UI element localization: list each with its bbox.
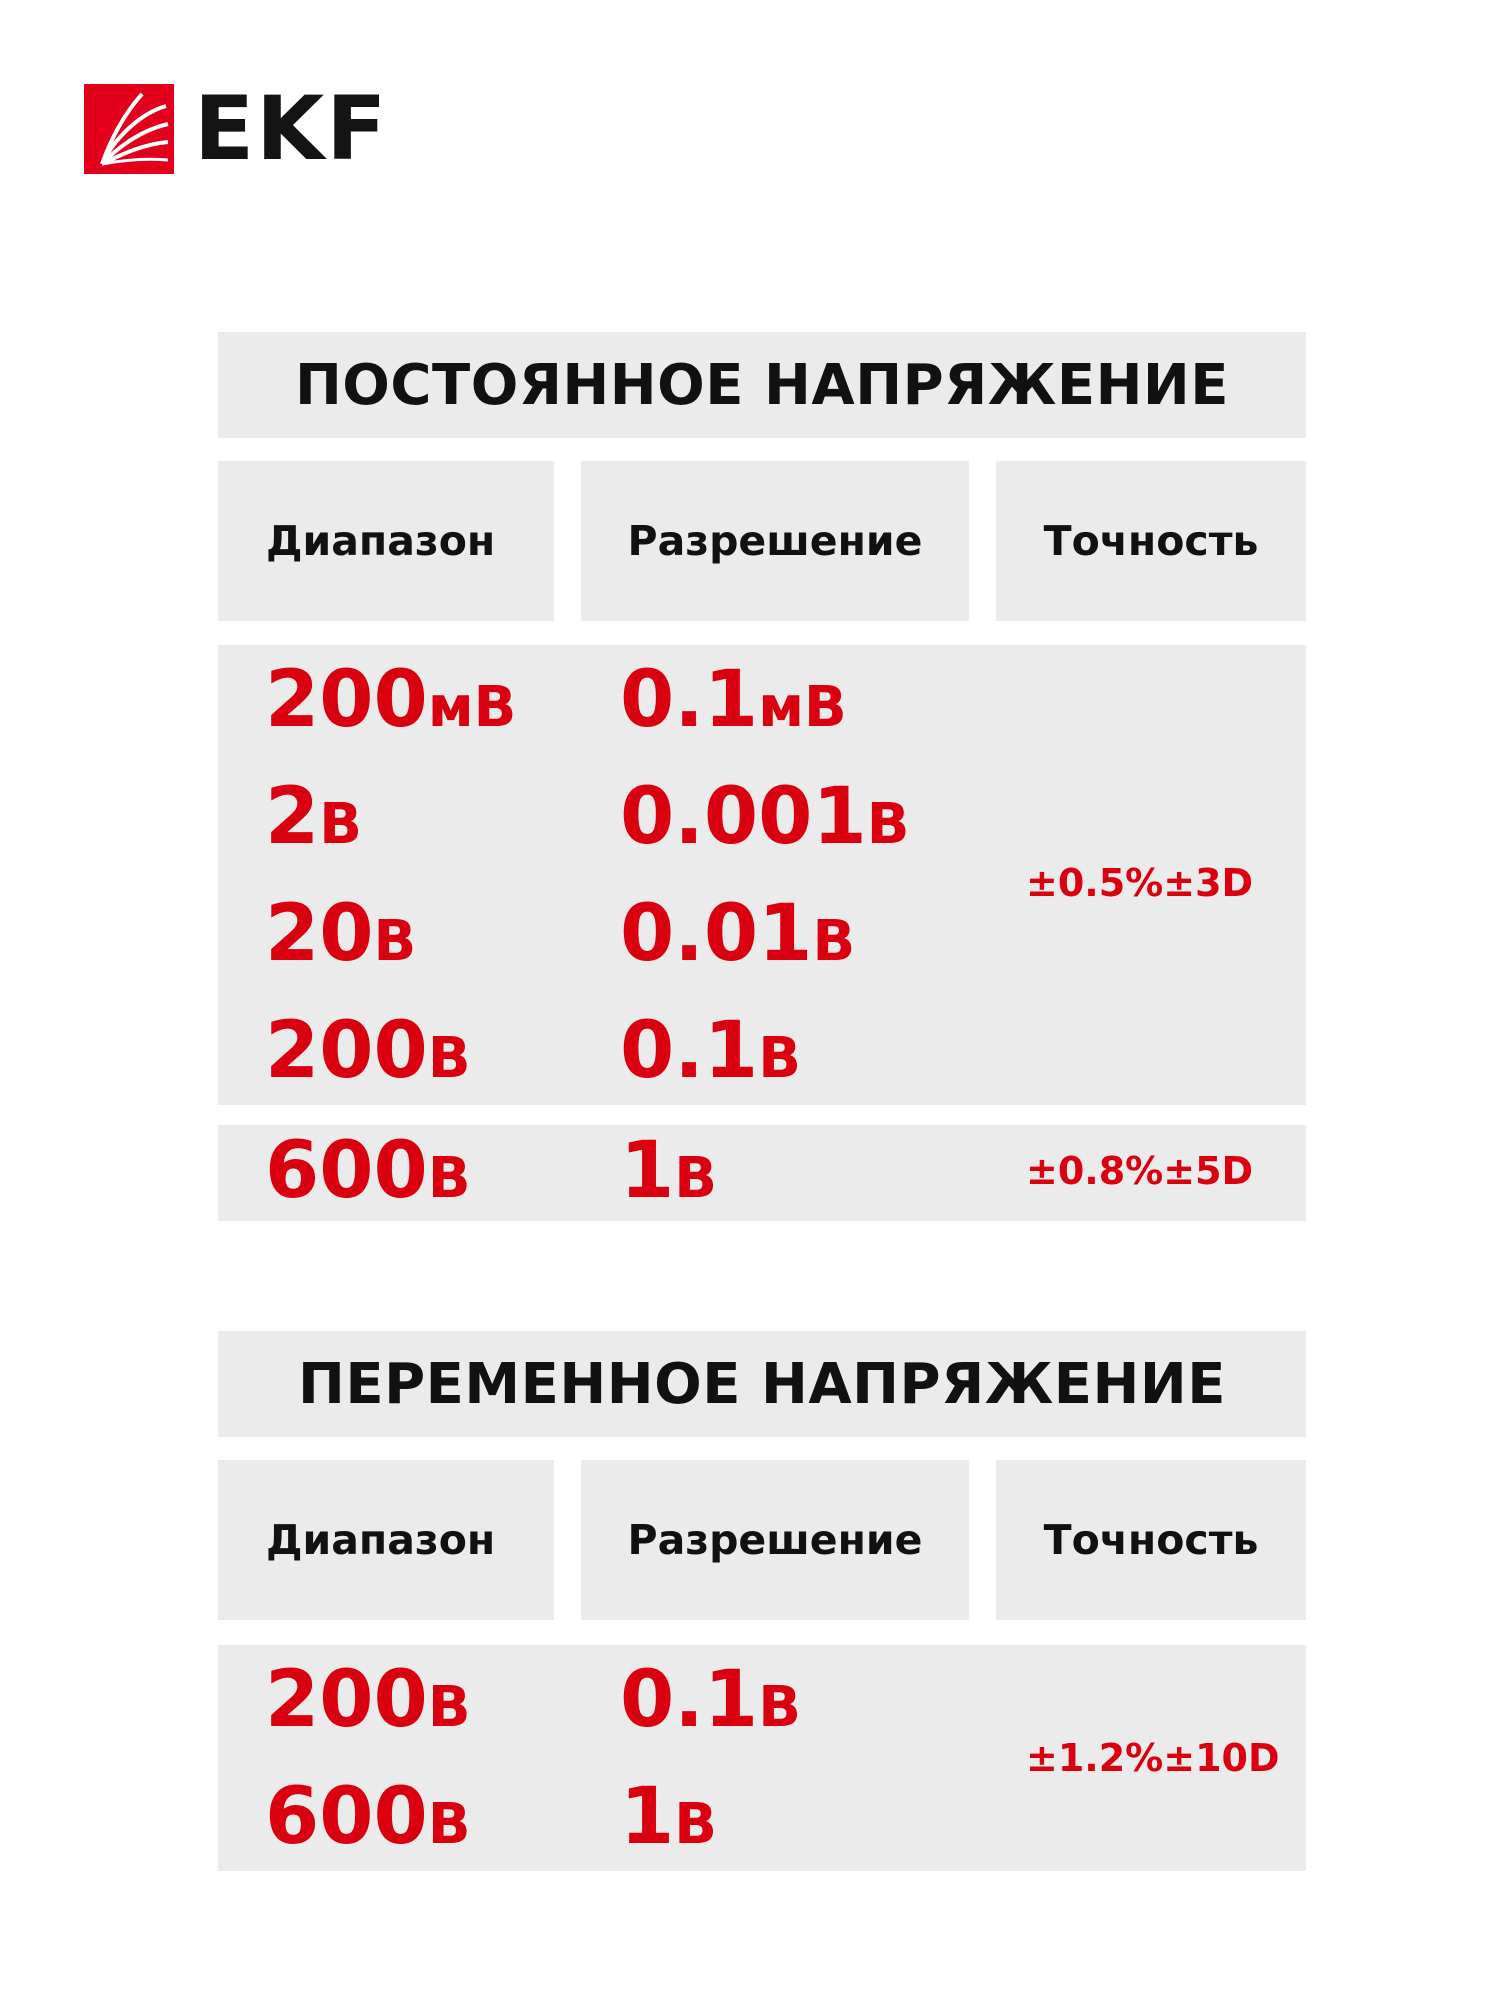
dc-resolution-3: 0.01В: [620, 889, 856, 979]
ac-header-range-label: Диапазон: [266, 1516, 496, 1564]
dc-header-resolution: [581, 461, 969, 621]
dc-range-1: 200мВ: [265, 655, 517, 745]
ac-range-2: 600В: [265, 1772, 471, 1862]
ac-header-accuracy: [996, 1460, 1306, 1620]
ac-section-title: [218, 1331, 1306, 1437]
dc-title-text: ПОСТОЯННОЕ НАПРЯЖЕНИЕ: [294, 352, 1230, 418]
dc-header-range-label: Диапазон: [266, 517, 496, 565]
dc-accuracy-1: ±0.5%±3D: [1026, 861, 1254, 905]
ac-header-resolution-label: Разрешение: [627, 1516, 923, 1564]
ac-title-text: ПЕРЕМЕННОЕ НАПРЯЖЕНИЕ: [297, 1351, 1227, 1417]
ekf-logo-icon: [84, 84, 174, 174]
dc-range-4: 200В: [265, 1006, 471, 1096]
ac-accuracy-1: ±1.2%±10D: [1026, 1736, 1280, 1780]
ac-header-range: [218, 1460, 554, 1620]
dc-range-3: 20В: [265, 889, 417, 979]
dc-resolution-5: 1В: [620, 1126, 717, 1216]
ac-resolution-1: 0.1В: [620, 1655, 801, 1745]
dc-header-resolution-label: Разрешение: [627, 517, 923, 565]
brand-name: EKF: [194, 77, 389, 180]
ac-resolution-2: 1В: [620, 1772, 717, 1862]
dc-section-title: [218, 332, 1306, 438]
dc-resolution-4: 0.1В: [620, 1006, 801, 1096]
dc-range-5: 600В: [265, 1126, 471, 1216]
dc-resolution-2: 0.001В: [620, 772, 910, 862]
dc-header-accuracy-label: Точность: [1043, 517, 1259, 565]
dc-header-range: [218, 461, 554, 621]
brand-logo: [84, 77, 389, 180]
dc-resolution-1: 0.1мВ: [620, 655, 847, 745]
dc-range-2: 2В: [265, 772, 362, 862]
ac-header-accuracy-label: Точность: [1043, 1516, 1259, 1564]
dc-accuracy-2: ±0.8%±5D: [1026, 1149, 1254, 1193]
dc-header-accuracy: [996, 461, 1306, 621]
ac-range-1: 200В: [265, 1655, 471, 1745]
ac-header-resolution: [581, 1460, 969, 1620]
